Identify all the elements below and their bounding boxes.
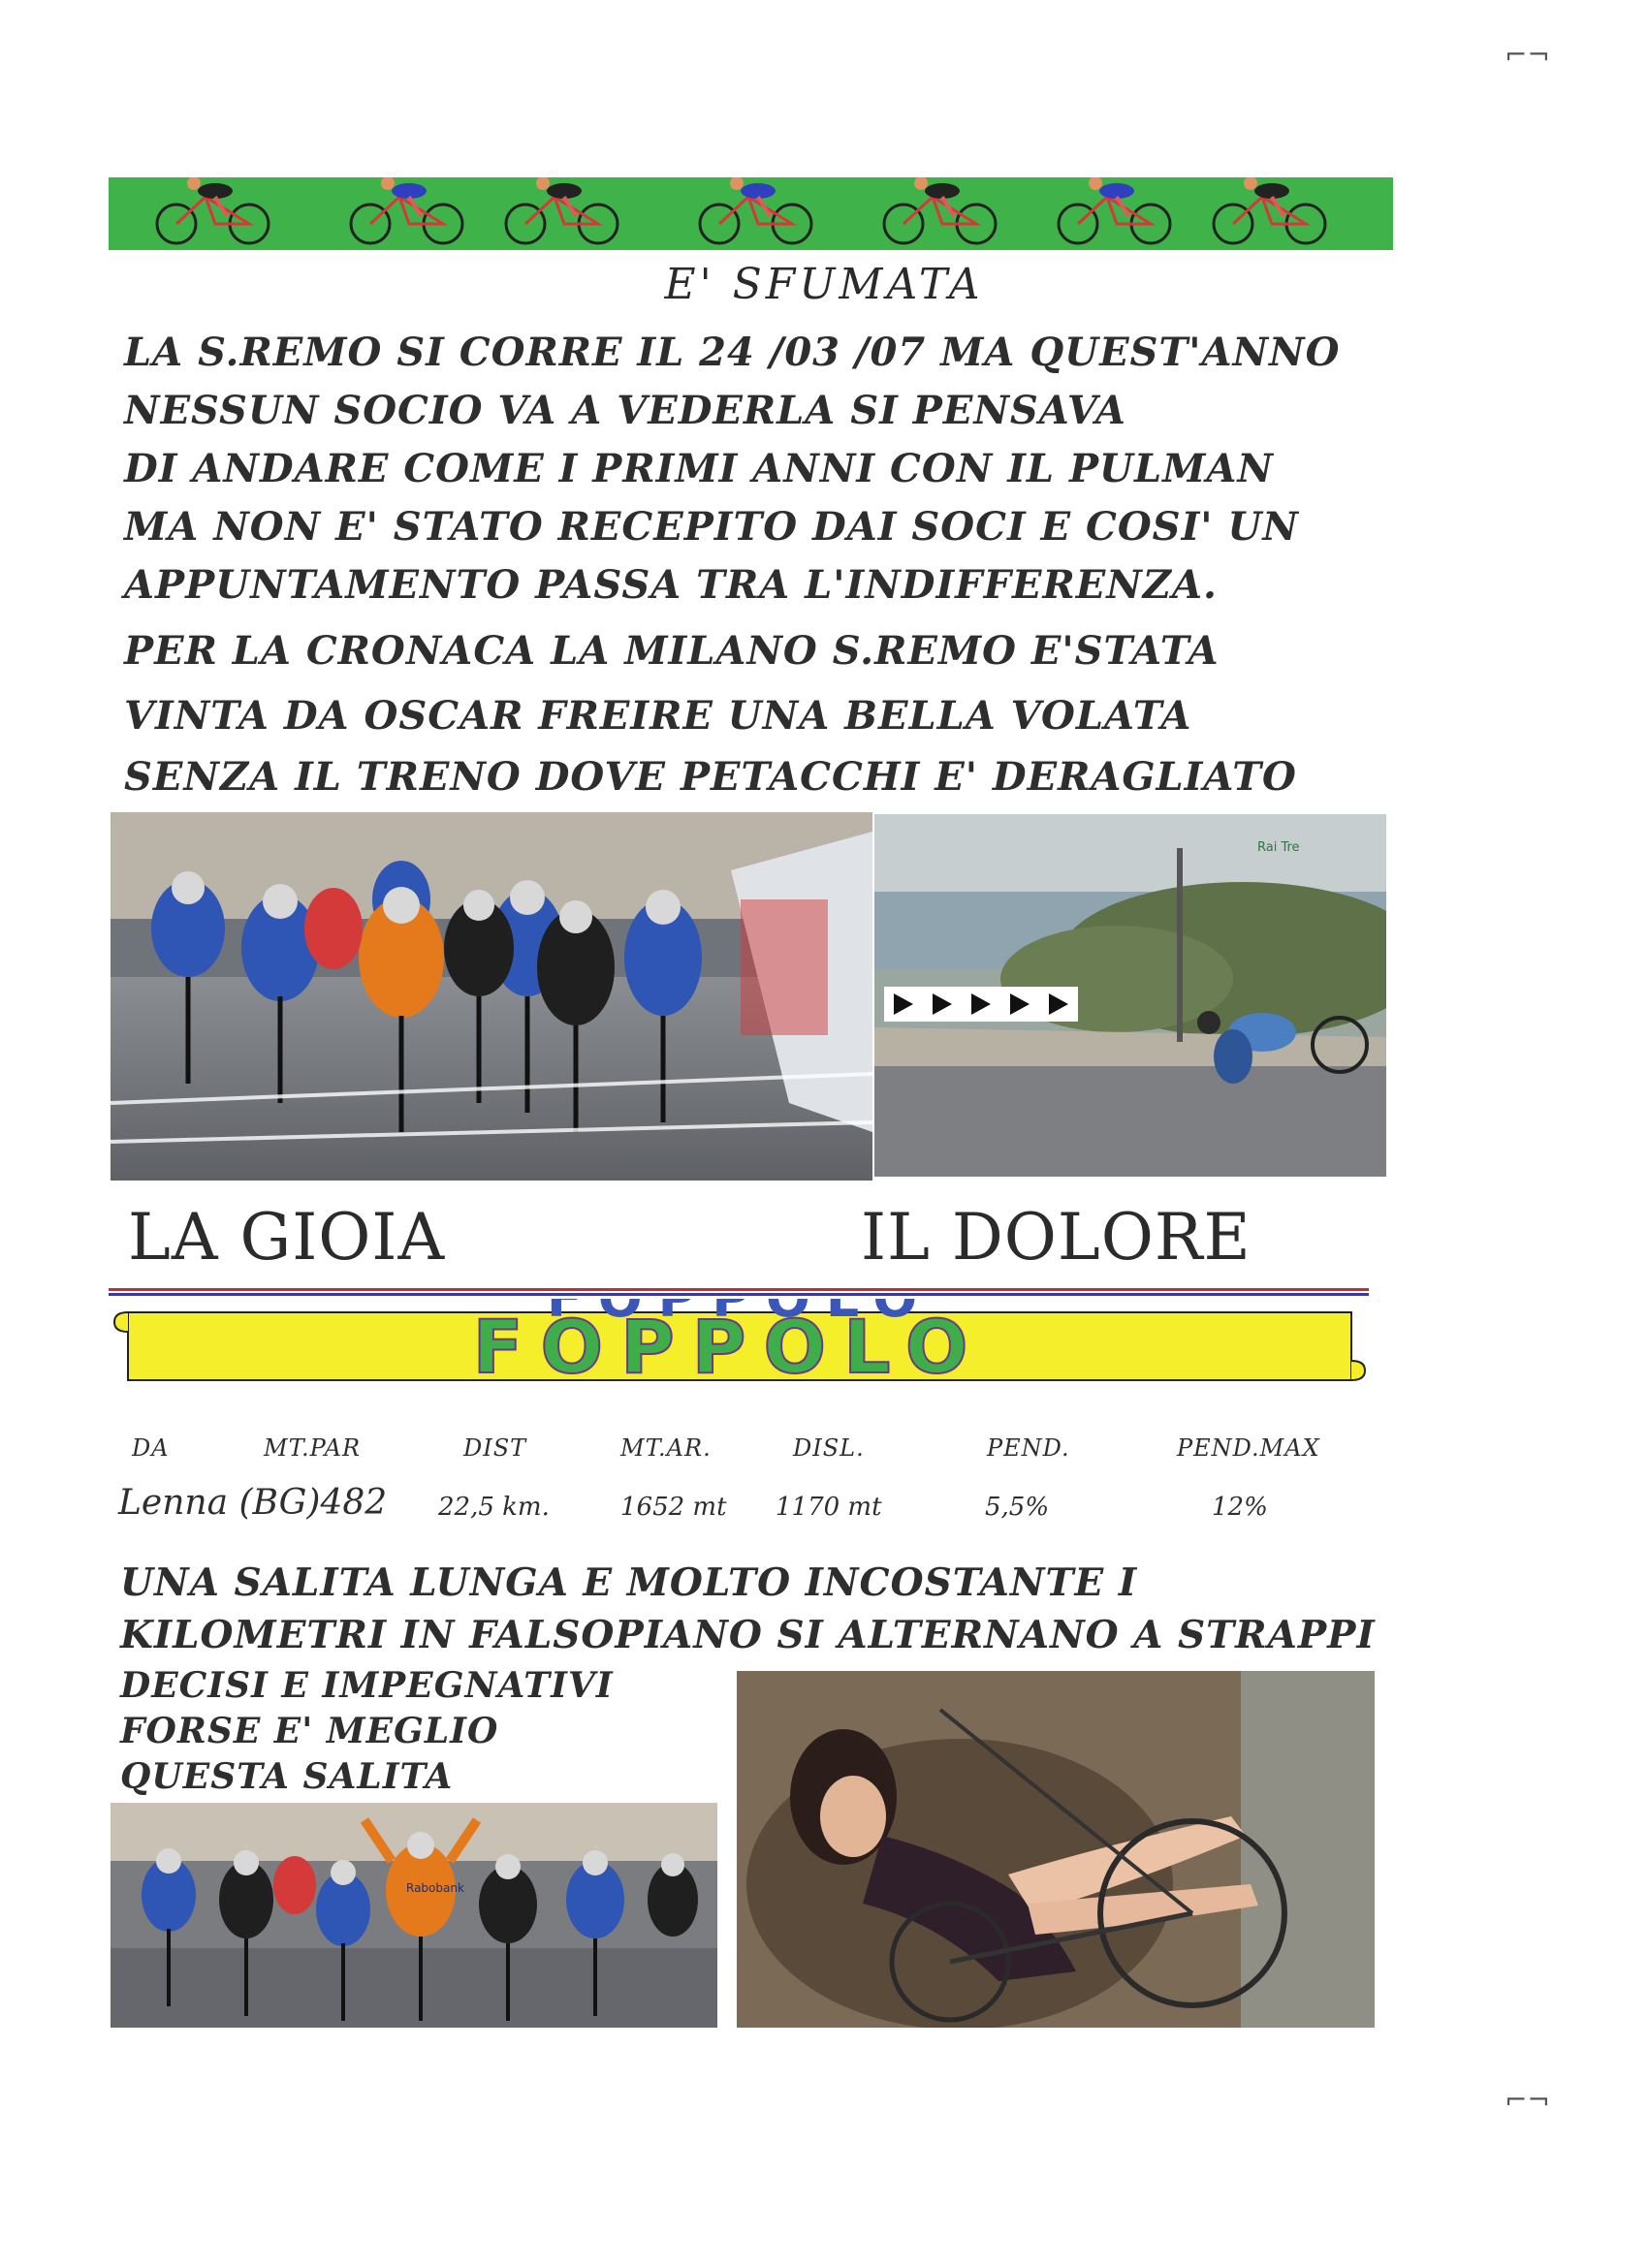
paragraph2-line-3: SENZA IL TRENO DOVE PETACCHI E' DERAGLIATO [124,754,1297,800]
value-start-name: Lenna (BG) [118,1483,321,1523]
tv-logo: Rai Tre [1257,840,1300,855]
jersey-sponsor: Rabobank [406,1881,464,1895]
paragraph1-line-4: MA NON E' STATO RECEPITO DAI SOCI E COSI' UN [124,504,1299,550]
value-max-gradient: 12% [1212,1493,1268,1522]
scan-mark-bottom: ⌐¬ [1505,2084,1550,2116]
paragraph3-line-2: KILOMETRI IN FALSOPIANO SI ALTERNANO A STRAPPI [120,1613,1376,1657]
caption-pain: IL DOLORE [861,1200,1252,1275]
cyclist-icon [506,177,618,243]
header-da: DA [132,1434,170,1462]
winner-photo [111,1803,717,2028]
header-disl: DISL. [793,1434,865,1462]
sprint-finish-photo [111,812,872,1181]
value-start-alt: 482 [320,1483,388,1523]
title-rule [109,1282,1369,1291]
page-heading: E' SFUMATA [664,260,984,309]
paragraph1-line-5: APPUNTAMENTO PASSA TRA L'INDIFFERENZA. [124,562,1218,608]
header-mt-par: MT.PAR [264,1434,362,1462]
cyclist-icon [157,177,269,243]
paragraph3-line-3: DECISI E IMPEGNATIVI [120,1665,614,1706]
value-arrival-alt: 1652 mt [620,1493,727,1522]
cyclists-illustration [109,177,1393,265]
foppolo-title-scroll [109,1299,1369,1396]
value-gradient: 5,5% [985,1493,1050,1522]
cyclist-icon [1214,177,1325,243]
paragraph3-line-4: FORSE E' MEGLIO [120,1711,499,1751]
woman-bicycle-photo [737,1671,1375,2028]
header-mt-ar: MT.AR. [620,1434,712,1462]
value-start [118,1483,387,1523]
paragraph2-line-1: PER LA CRONACA LA MILANO S.REMO E'STATA [124,628,1220,674]
scan-mark-top: ⌐¬ [1505,39,1550,71]
value-distance: 22,5 km. [438,1493,550,1522]
caption-joy: LA GIOIA [128,1200,446,1275]
header-pend-max: PEND.MAX [1177,1434,1320,1462]
cyclist-icon [351,177,462,243]
header-pend: PEND. [987,1434,1070,1462]
paragraph1-line-1: LA S.REMO SI CORRE IL 24 /03 /07 MA QUEST'ANNO [124,330,1341,375]
cyclist-icon [1059,177,1170,243]
paragraph2-line-2: VINTA DA OSCAR FREIRE UNA BELLA VOLATA [124,693,1192,739]
paragraph3-line-1: UNA SALITA LUNGA E MOLTO INCOSTANTE I [120,1560,1138,1605]
header-dist: DIST [463,1434,527,1462]
paragraph3-line-5: QUESTA SALITA [120,1756,454,1797]
foppolo-title: FOPPOLO [472,1304,986,1390]
cyclist-icon [700,177,811,243]
cyclist-icon [884,177,996,243]
paragraph1-line-2: NESSUN SOCIO VA A VEDERLA SI PENSAVA [124,388,1126,433]
value-elevation-gain: 1170 mt [776,1493,882,1522]
paragraph1-line-3: DI ANDARE COME I PRIMI ANNI CON IL PULMAN [124,446,1274,491]
crash-photo [874,814,1386,1177]
cyclist-banner [109,177,1393,250]
